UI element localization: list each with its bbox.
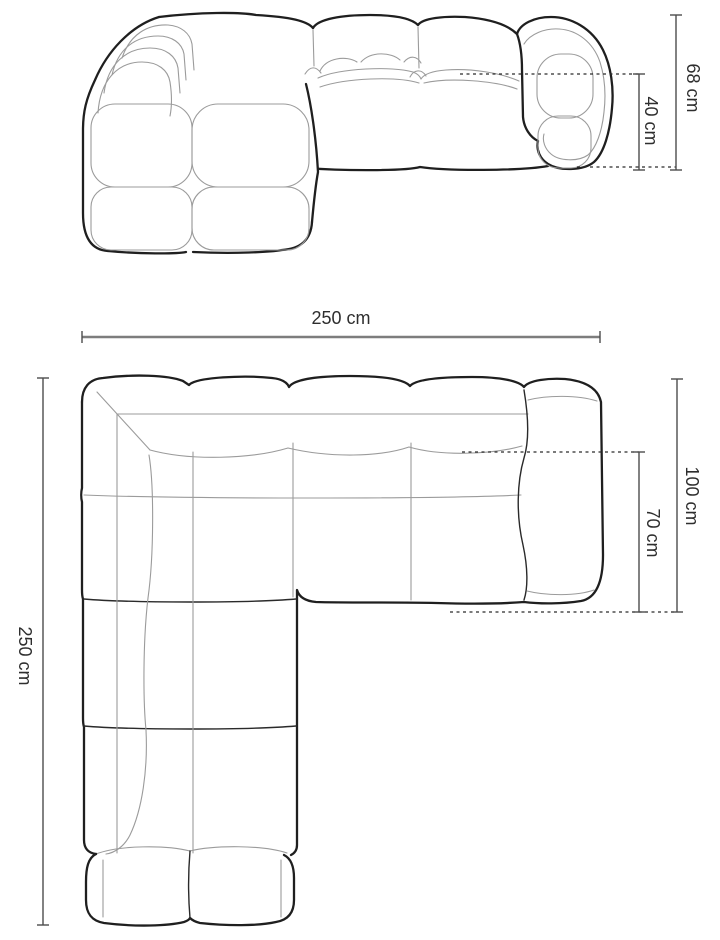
dim-label-arm-depth: 100 cm [682, 466, 702, 526]
front-view-drawing [83, 13, 682, 253]
plan-view-drawing [37, 331, 683, 926]
dim-line-total-height [670, 15, 682, 170]
dim-label-seat-depth: 70 cm [643, 508, 663, 558]
dim-label-width: 250 cm [311, 308, 371, 328]
dim-line-depth [37, 378, 49, 925]
dim-label-seat-height: 40 cm [641, 96, 661, 146]
dim-line-width [82, 331, 600, 343]
dim-label-depth: 250 cm [15, 626, 35, 686]
dim-label-total-height: 68 cm [683, 63, 703, 113]
